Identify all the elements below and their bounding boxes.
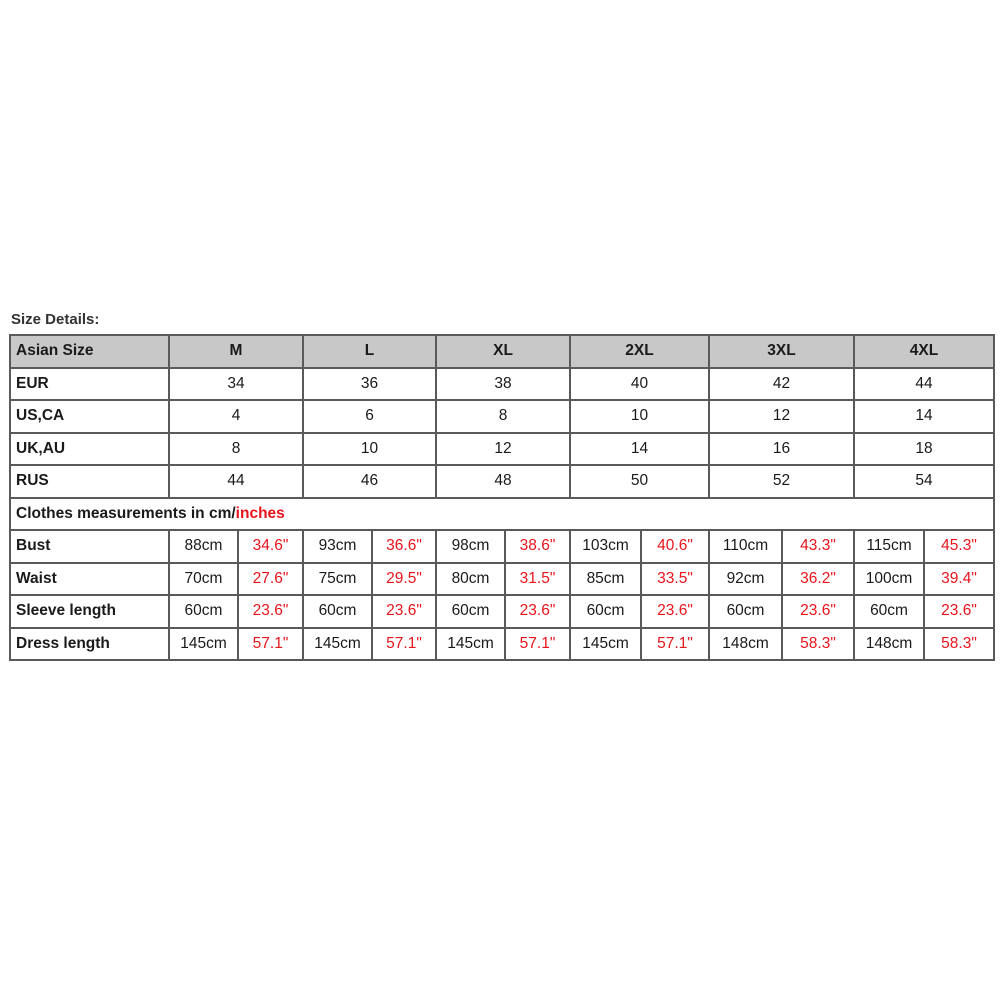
cm-cell: 60cm: [169, 595, 238, 628]
size-header: L: [303, 335, 436, 368]
size-chart-table: [9, 334, 995, 661]
row-label: UK,AU: [10, 433, 169, 466]
cm-cell: 145cm: [169, 628, 238, 661]
cm-cell: 148cm: [709, 628, 782, 661]
inch-cell: 40.6": [641, 530, 709, 563]
conversion-row: [10, 368, 994, 401]
inch-cell: 43.3": [782, 530, 854, 563]
cm-cell: 145cm: [570, 628, 641, 661]
conversion-cell: 40: [570, 368, 709, 401]
row-label: Dress length: [10, 628, 169, 661]
inch-cell: 23.6": [782, 595, 854, 628]
cm-cell: 100cm: [854, 563, 924, 596]
inch-cell: 38.6": [505, 530, 570, 563]
inch-cell: 34.6": [238, 530, 303, 563]
inch-cell: 36.2": [782, 563, 854, 596]
inch-cell: 23.6": [641, 595, 709, 628]
size-header: XL: [436, 335, 570, 368]
cm-cell: 148cm: [854, 628, 924, 661]
inch-cell: 57.1": [641, 628, 709, 661]
inch-cell: 23.6": [372, 595, 436, 628]
conversion-cell: 12: [436, 433, 570, 466]
conversion-row: [10, 465, 994, 498]
inch-cell: 33.5": [641, 563, 709, 596]
cm-cell: 92cm: [709, 563, 782, 596]
inch-cell: 57.1": [238, 628, 303, 661]
conversion-cell: 38: [436, 368, 570, 401]
conversion-row: [10, 400, 994, 433]
conversion-cell: 8: [169, 433, 303, 466]
cm-cell: 110cm: [709, 530, 782, 563]
conversion-cell: 48: [436, 465, 570, 498]
size-header: M: [169, 335, 303, 368]
row-label: EUR: [10, 368, 169, 401]
row-label: Bust: [10, 530, 169, 563]
cm-cell: 75cm: [303, 563, 372, 596]
row-label: Waist: [10, 563, 169, 596]
conversion-cell: 12: [709, 400, 854, 433]
section-heading-text: Clothes measurements in cm/: [16, 504, 236, 522]
conversion-cell: 10: [570, 400, 709, 433]
cm-cell: 145cm: [436, 628, 505, 661]
cm-cell: 85cm: [570, 563, 641, 596]
conversion-cell: 52: [709, 465, 854, 498]
conversion-cell: 4: [169, 400, 303, 433]
cm-cell: 145cm: [303, 628, 372, 661]
conversion-cell: 44: [169, 465, 303, 498]
row-label: RUS: [10, 465, 169, 498]
measurement-row: [10, 530, 994, 563]
conversion-cell: 44: [854, 368, 994, 401]
cm-cell: 60cm: [436, 595, 505, 628]
conversion-cell: 14: [854, 400, 994, 433]
inch-cell: 23.6": [238, 595, 303, 628]
conversion-cell: 54: [854, 465, 994, 498]
inch-cell: 39.4": [924, 563, 994, 596]
section-row: [10, 498, 994, 531]
measurement-row: [10, 563, 994, 596]
cm-cell: 70cm: [169, 563, 238, 596]
cm-cell: 60cm: [303, 595, 372, 628]
conversion-cell: 36: [303, 368, 436, 401]
cm-cell: 60cm: [570, 595, 641, 628]
header-label: Asian Size: [10, 335, 169, 368]
conversion-cell: 10: [303, 433, 436, 466]
cm-cell: 103cm: [570, 530, 641, 563]
conversion-cell: 18: [854, 433, 994, 466]
cm-cell: 88cm: [169, 530, 238, 563]
measurement-row: [10, 595, 994, 628]
inch-cell: 31.5": [505, 563, 570, 596]
inch-cell: 57.1": [505, 628, 570, 661]
size-details-title: Size Details:: [11, 311, 100, 328]
cm-cell: 80cm: [436, 563, 505, 596]
inch-cell: 57.1": [372, 628, 436, 661]
conversion-cell: 6: [303, 400, 436, 433]
conversion-cell: 16: [709, 433, 854, 466]
cm-cell: 98cm: [436, 530, 505, 563]
cm-cell: 115cm: [854, 530, 924, 563]
conversion-row: [10, 433, 994, 466]
header-row: [10, 335, 994, 368]
row-label: US,CA: [10, 400, 169, 433]
cm-cell: 93cm: [303, 530, 372, 563]
inch-cell: 36.6": [372, 530, 436, 563]
section-heading-highlight: inches: [235, 504, 285, 522]
inch-cell: 23.6": [505, 595, 570, 628]
measurement-row: [10, 628, 994, 661]
measurements-section-heading: [10, 498, 994, 531]
conversion-cell: 42: [709, 368, 854, 401]
conversion-cell: 14: [570, 433, 709, 466]
conversion-cell: 34: [169, 368, 303, 401]
row-label: Sleeve length: [10, 595, 169, 628]
cm-cell: 60cm: [709, 595, 782, 628]
inch-cell: 45.3": [924, 530, 994, 563]
conversion-cell: 50: [570, 465, 709, 498]
cm-cell: 60cm: [854, 595, 924, 628]
inch-cell: 27.6": [238, 563, 303, 596]
size-header: 3XL: [709, 335, 854, 368]
inch-cell: 58.3": [924, 628, 994, 661]
size-header: 2XL: [570, 335, 709, 368]
inch-cell: 29.5": [372, 563, 436, 596]
size-header: 4XL: [854, 335, 994, 368]
inch-cell: 58.3": [782, 628, 854, 661]
conversion-cell: 8: [436, 400, 570, 433]
conversion-cell: 46: [303, 465, 436, 498]
inch-cell: 23.6": [924, 595, 994, 628]
